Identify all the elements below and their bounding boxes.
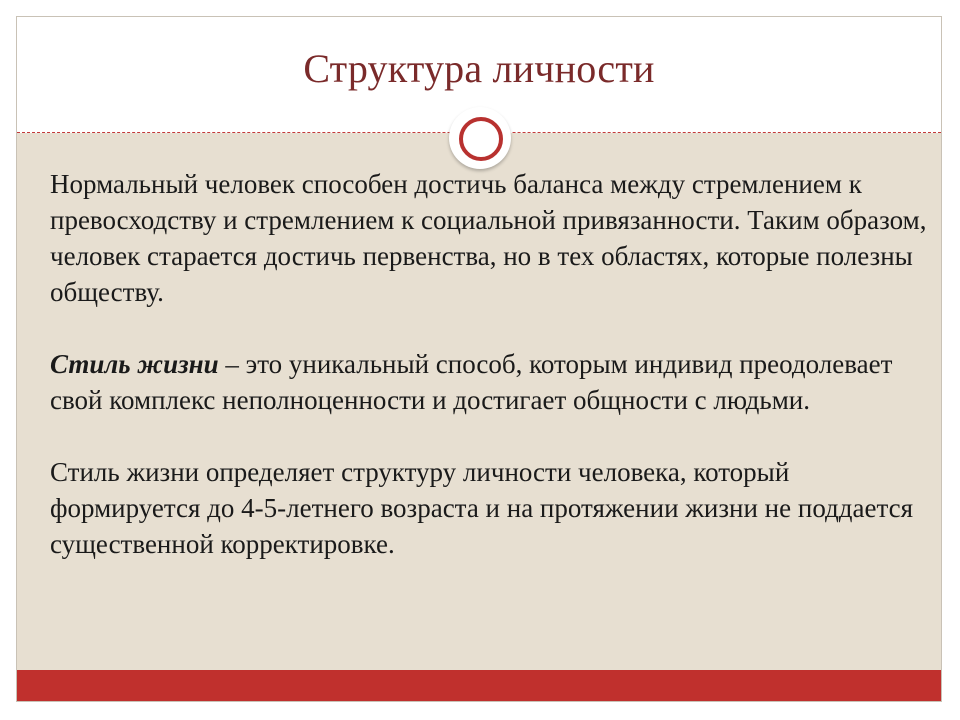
lifestyle-term: Стиль жизни bbox=[50, 349, 219, 379]
paragraph-3: Стиль жизни определяет структуру личности человека, который формируется до 4-5-летнего возраста и на протяжении жизни не поддается существенной корректировке. bbox=[50, 457, 914, 559]
slide-title: Структура личности bbox=[303, 46, 655, 91]
paragraph-1: Нормальный человек способен достичь баланса между стремлением к превосходству и стремлением к социальной привязанности. Таким образом, человек старается достичь первенства, но в тех областях, которые полезны обществу. bbox=[50, 169, 927, 307]
slide-frame bbox=[16, 16, 942, 702]
paragraph-2-rest: – это уникальный способ, которым индивид преодолевает свой комплекс неполноценности и достигает общности с людьми. bbox=[50, 349, 893, 415]
